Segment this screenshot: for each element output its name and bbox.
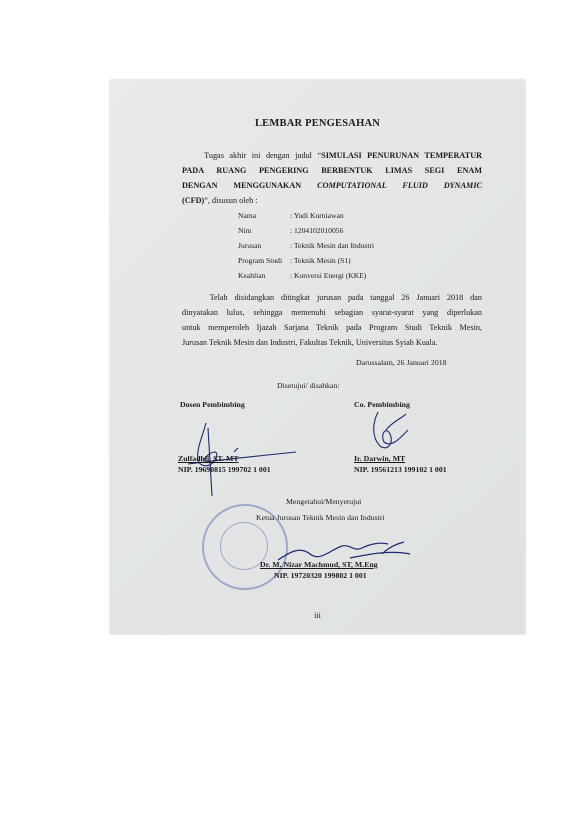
field-value: : Teknik Mesin (S1) — [290, 256, 351, 265]
intro-line-4: (CFD)”, disusun oleh : — [182, 196, 258, 205]
intro-line-2: PADA RUANG PENGERING BERBENTUK LIMAS SEGI ENAM — [182, 166, 482, 175]
field-value: : Konversi Energi (KKE) — [290, 271, 367, 280]
intro-paragraph — [182, 148, 482, 208]
field-label: Jurusan — [238, 241, 262, 250]
acknowledged-label: Mengetahui/Menyetujui — [286, 497, 362, 506]
page-title: LEMBAR PENGESAHAN — [254, 118, 381, 129]
head-name: Dr. M. Nizar Machmud, ST, M.Eng — [260, 560, 378, 569]
scanned-page — [110, 80, 525, 634]
supervisor-2-name: Ir. Darwin, MT — [354, 454, 406, 463]
body-line-1: Telah disidangkan ditingkat jurusan pada tanggal 26 Januari 2018 dan — [209, 293, 482, 302]
supervisor-1-name: Zulfadhli, ST. MT — [178, 454, 239, 463]
supervisor-2-nip: NIP. 19561213 199102 1 001 — [354, 465, 447, 474]
field-value: : Teknik Mesin dan Industri — [290, 241, 375, 250]
field-label: Nama — [238, 211, 257, 220]
intro-line-1: Tugas akhir ini dengan judul “SIMULASI PENURUNAN TEMPERATUR — [204, 151, 483, 160]
supervisor-2-signature — [366, 408, 426, 458]
supervisor-1-nip: NIP. 19690815 199702 1 001 — [178, 465, 271, 474]
body-paragraph — [182, 290, 482, 350]
field-value: : Yudi Kurniawan — [290, 211, 344, 220]
place-date: Darussalam, 26 Januari 2018 — [356, 358, 447, 367]
body-line-3: untuk memperoleh Ijazah Sarjana Teknik pada Program Studi Teknik Mesin, — [182, 323, 482, 332]
intro-line-3: DENGAN MENGGUNAKAN COMPUTATIONAL FLUID DYNAMIC — [182, 181, 482, 190]
approval-label: Disetujui/ disahkan: — [277, 381, 340, 390]
field-value: : 1204102010056 — [290, 226, 344, 235]
body-line-4: Jurusan Teknik Mesin dan Industri, Fakultas Teknik, Universitas Syiah Kuala. — [182, 338, 438, 347]
supervisor-1-role: Dosen Pembimbing — [180, 400, 245, 409]
body-line-2: dinyatakan lulus, sehingga memenuhi sebagian syarat-syarat yang diperlukan — [182, 308, 482, 317]
head-nip: NIP. 19720320 199802 1 001 — [274, 571, 367, 580]
head-title: Ketua Jurusan Teknik Mesin dan Industri — [256, 513, 385, 522]
page-number: iii — [314, 611, 321, 620]
field-label: Nim — [238, 226, 252, 235]
field-label: Keahlian — [238, 271, 266, 280]
supervisor-2-role: Co. Pembimbing — [354, 400, 410, 409]
field-label: Program Studi — [238, 256, 283, 265]
supervisor-1-signature — [178, 408, 308, 498]
